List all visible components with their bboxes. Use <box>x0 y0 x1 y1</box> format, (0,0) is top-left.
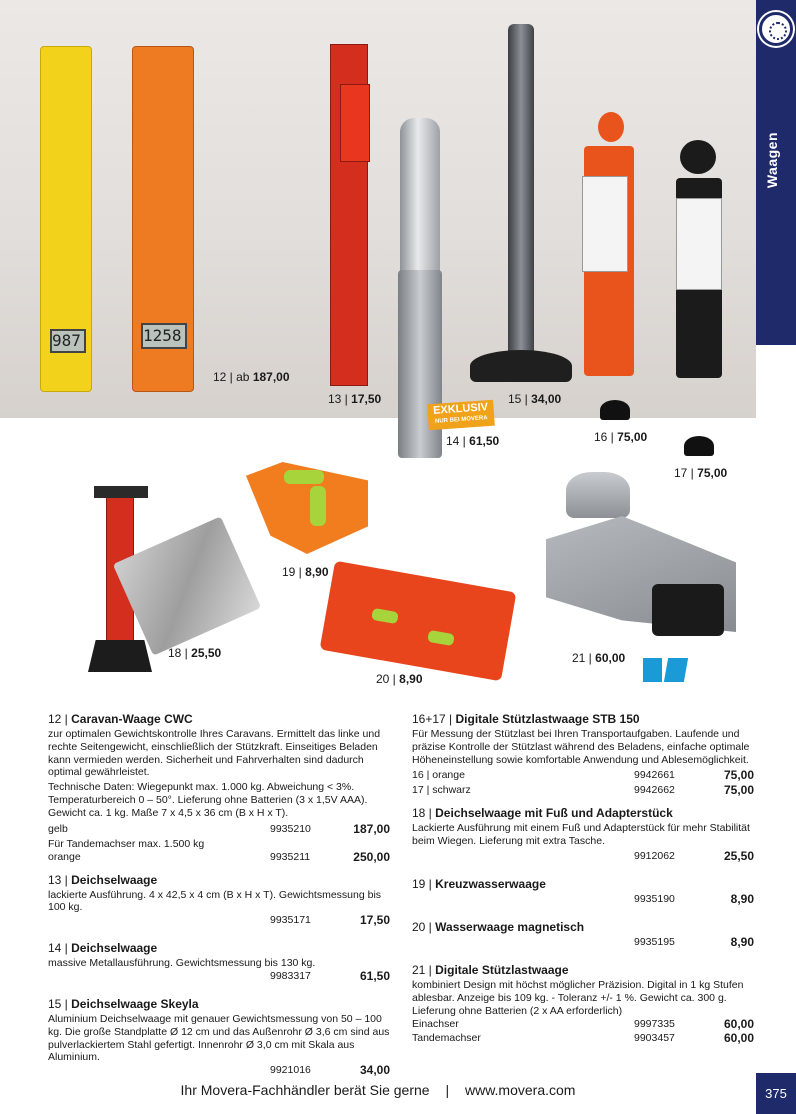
product-18-row: 9912062 25,50 <box>634 848 754 863</box>
product-21-title: 21 | Digitale Stützlastwaage <box>412 962 569 977</box>
price-tag-17: 17 | 75,00 <box>674 466 728 480</box>
digital-scale-black-ball <box>680 140 716 174</box>
category-side-tab[interactable] <box>756 0 796 345</box>
price-tag-14: 14 | 61,50 <box>446 434 500 448</box>
drawbar-scale-foot-base <box>88 640 152 672</box>
tongue-scale-display <box>652 584 724 636</box>
cross-level-vial-h <box>284 470 324 484</box>
product-14-title: 14 | Deichselwaage <box>48 941 158 956</box>
product-12-desc: zur optimalen Gewichtskontrolle Ihres Caravans. Ermittelt das linke und rechte Seitengewicht, einschließlich der Stützkraft. Einseitiges Beladen kann vermieden werden. Sicherheit und Fahrverhalten sind dadurch optimal gewährleistet. <box>48 728 381 779</box>
drawbar-scale-foot-top <box>94 486 148 498</box>
drawbar-scale-red-top <box>340 84 370 162</box>
product-18-title: 18 | Deichselwaage mit Fuß und Adapterstück <box>412 806 673 821</box>
product-17-row: 17 | schwarz 9942662 75,00 <box>412 783 754 798</box>
product-15-row: 9921016 34,00 <box>270 1063 390 1078</box>
product-21-row: Einachser 9997335 60,00 <box>412 1017 754 1032</box>
footer-separator: | <box>445 1082 450 1098</box>
page-footer <box>0 1082 756 1098</box>
price-tag-15: 15 | 34,00 <box>508 392 562 406</box>
product-15-desc: Aluminium Deichselwaage mit genauer Gewichtsmessung von 50 – 100 kg. Die große Standplatte Ø 12 cm und das Außenrohr Ø 3,6 cm sind aus pulverlackiertem Stahl gefertigt. Innenrohr Ø 3,0 cm mit Skala aus Aluminium. <box>48 1012 390 1064</box>
yellow-scale-display: 987 <box>50 329 86 353</box>
product-21-desc: kombiniert Design mit höchst möglicher Präzision. Digital in 1 kg Stufen ablesbar. Anzeige bis 109 kg. - Toleranz +/- 1 %. Gewicht ca. 300 g. Lieferung ohne Batterien (2 x AA erforderlich) <box>412 978 744 1017</box>
product-12-row: Für Tandemachser max. 1.500 kg <box>48 837 205 850</box>
skeyla-scale-base-image <box>470 350 572 382</box>
orange-scale-display: 1258 <box>141 323 187 349</box>
brand-logo-icon <box>759 12 793 46</box>
price-tag-20: 20 | 8,90 <box>376 672 423 686</box>
price-tag-18: 18 | 25,50 <box>168 646 222 660</box>
product-text-right <box>412 712 754 1045</box>
product-14-desc: massive Metallausführung. Gewichtsmessung bis 130 kg. <box>48 957 316 970</box>
product-1617-title: 16+17 | Digitale Stützlastwaage STB 150 <box>412 712 640 726</box>
product-19-title: 19 | Kreuzwasserwaage <box>412 876 546 891</box>
caravan-scale-yellow-image <box>40 46 92 392</box>
tongue-scale-ball-image <box>566 472 630 518</box>
price-tag-12: 12 | ab 187,00 <box>213 370 290 384</box>
product-13-title: 13 | Deichselwaage <box>48 872 158 887</box>
product-13-row: 9935171 17,50 <box>270 913 390 928</box>
product-12-title: 12 | Caravan-Waage CWC <box>48 712 193 726</box>
footer-website-link[interactable]: www.movera.com <box>464 1082 576 1098</box>
product-12-row: gelb 9935210 187,00 <box>48 821 390 836</box>
product-14-row: 9983317 61,50 <box>270 968 390 983</box>
product-18-desc: Lackierte Ausführung mit einem Fuß und Adapterstück für mehr Stabilität beim Wiegen. Lieferung mit extra Tasche. <box>412 822 750 848</box>
footer-dealer-text: Ihr Movera-Fachhändler berät Sie gerne <box>180 1082 430 1098</box>
digital-scale-orange-ball <box>598 112 624 142</box>
product-20-row: 9935195 8,90 <box>634 934 754 949</box>
product-text-left <box>48 712 390 1077</box>
product-12-row: orange 9935211 250,00 <box>48 849 390 864</box>
category-label: Waagen <box>764 132 780 189</box>
product-1617-desc: Für Messung der Stützlast bei Ihren Transportaufgaben. Laufende und präzise Kontrolle der Stützlast während des Beladens, einfache optimale Höheneinstellung sowie komfortable Anwendung und Ablesemöglichkeit. <box>412 728 750 766</box>
drawbar-scale-bag-image <box>113 516 261 655</box>
skeyla-scale-tube-image <box>508 24 534 364</box>
product-16-row: 16 | orange 9942661 75,00 <box>412 768 754 783</box>
cross-level-vial-v <box>310 486 326 526</box>
digital-scale-black-foot <box>684 436 714 456</box>
product-12-tech: Technische Daten: Wiegepunkt max. 1.000 kg. Abweichung < 3%. Temperaturbereich 0 – 50°. Lieferung ohne Batterien (3 x 1,5V AAA). Gewicht ca. 1 kg. Maße 7 x 4,5 x 36 cm (B x H x T). <box>48 781 368 819</box>
product-21-row: Tandemachser 9903457 60,00 <box>412 1031 754 1046</box>
page-number: 375 <box>756 1073 796 1114</box>
price-tag-13: 13 | 17,50 <box>328 392 382 406</box>
product-photo-band <box>0 0 756 418</box>
caravan-scale-orange-image <box>132 46 194 392</box>
magnetic-level-image <box>320 561 517 682</box>
digital-scale-black-label <box>676 198 722 290</box>
price-tag-19: 19 | 8,90 <box>282 565 329 579</box>
product-13-desc: lackierte Ausführung. 4 x 42,5 x 4 cm (B x H x T). Gewichtsmessung bis 100 kg. <box>48 888 382 914</box>
product-19-row: 9935190 8,90 <box>634 891 754 906</box>
digital-scale-orange-foot <box>600 400 630 420</box>
price-tag-21: 21 | 60,00 <box>572 651 626 665</box>
digital-scale-orange-label <box>582 176 628 272</box>
price-tag-16: 16 | 75,00 <box>594 430 648 444</box>
exclusive-badge: EXKLUSIV NUR BEI MOVERA <box>427 400 495 431</box>
product-15-title: 15 | Deichselwaage Skeyla <box>48 996 199 1011</box>
product-20-title: 20 | Wasserwaage magnetisch <box>412 919 585 934</box>
eco-label-icon <box>640 656 730 696</box>
